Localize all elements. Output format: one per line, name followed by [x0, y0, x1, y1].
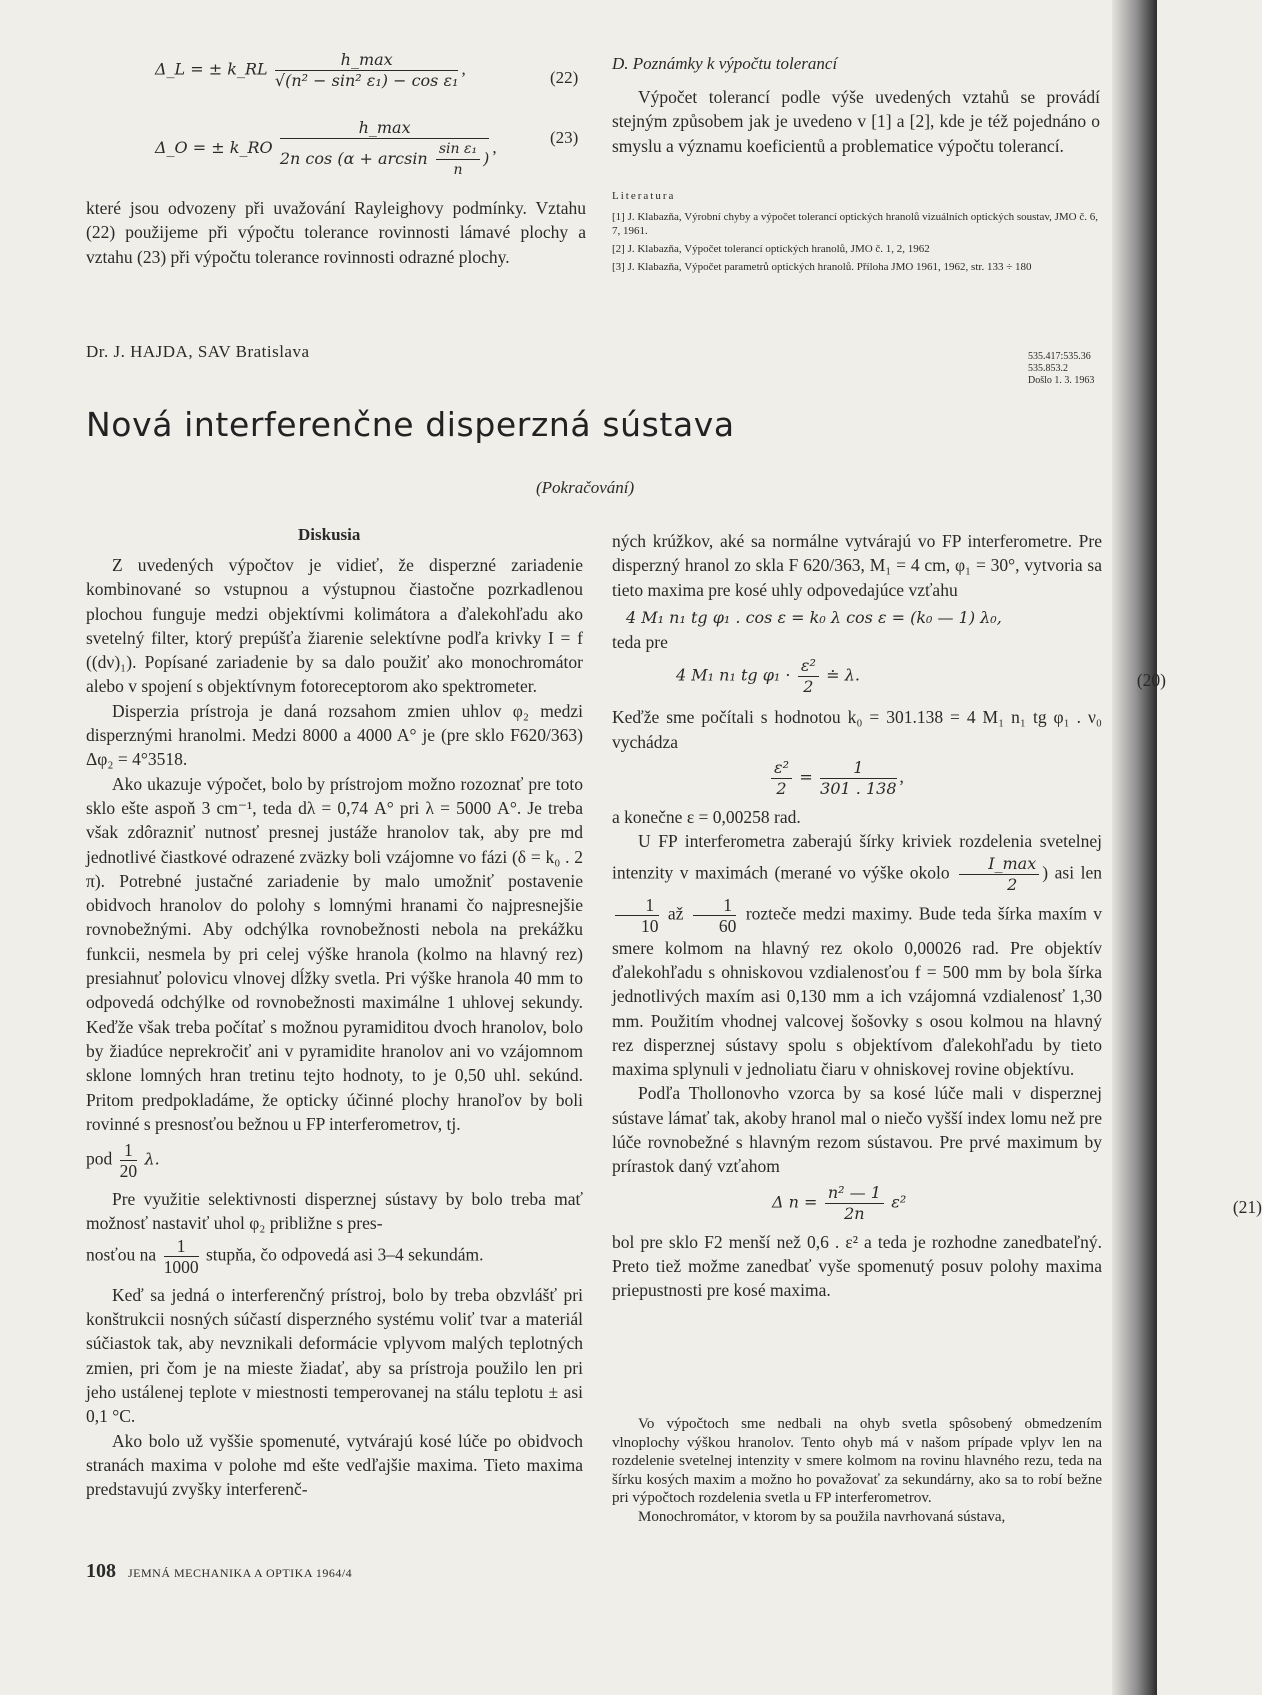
eps-right-fraction — [820, 758, 896, 799]
one-sixtieth-num: 1 — [693, 895, 737, 916]
eq23-numerator: h_max — [280, 118, 489, 139]
reference-list — [612, 210, 1102, 274]
received-date: Došlo 1. 3. 1963 — [1028, 375, 1095, 386]
note-paragraph-1: Vo výpočtoch sme nedbali na ohyb svetla spôsobený obmedzením vlnoplochy výškou hranolov. Tento ohyb má v našom prípade vplyv len na rozdelenie svetelnej intenzity v smere kolmom na rovinu hlavného rezu, teda na šírku kosých maxim a možno ho považovať za sekundárny, ako sa to robí bežne pri výpočtoch rozdelenia svetla u FP interferometrov. — [612, 1416, 1102, 1507]
section-d-title: D. Poznámky k výpočtu tolerancí — [612, 54, 838, 73]
pod-line — [86, 1140, 583, 1181]
udc-2: 535.853.2 — [1028, 363, 1068, 374]
left-paragraph-4: Keď sa jedná o interferenčný prístroj, bolo by treba obzvlášť pri konštrukcii nosných súčastí disperzného systému voliť tvar a materiál súčiastok tak, aby nevznikali deformácie vplyvom malých teplotných zmien, pri čom je na mieste žiadať, aby sa prístroja použilo len pri jeho ustálenej teplote v miestnosti temperovanej na stálu teplotu ± asi 0,1 °C. — [86, 1284, 583, 1427]
eq21-left: Δ n = — [772, 1192, 818, 1212]
right-paragraph-6: bol pre sklo F2 menší než 0,6 . ε² a teda je rozhodne zanedbateľný. Preto tiež možme zanedbať vyše spomenutý posuv polohy maxima priepustnosti pre kosé maxima. — [612, 1231, 1102, 1301]
imax-num: I_max — [959, 854, 1039, 875]
eq22-numerator: h_max — [275, 50, 459, 71]
selectivity-frac-num: 1 — [164, 1236, 199, 1257]
eps-left-fraction — [771, 758, 792, 799]
eq23-inner-den: n — [453, 162, 463, 178]
right-paragraph-4 — [612, 829, 1102, 1081]
eps-comma: , — [899, 766, 904, 787]
eq22-fraction — [275, 50, 459, 91]
equation-23: Δ_O = ± k_RO h_max 2n cos (α + arcsin $\frac{\text{sin ε₁}}{n}$ ) , — [155, 118, 497, 178]
eq21-label: (21) — [1232, 1196, 1262, 1217]
eq21-den: 2n — [844, 1203, 865, 1223]
eq22-label: (22) — [550, 68, 579, 87]
epsilon-equation — [768, 758, 1102, 799]
eq21-num: n² — 1 — [825, 1183, 884, 1204]
selectivity-suffix: stupňa, čo odpovedá asi 3–4 sekundám. — [205, 1244, 484, 1265]
reference-3: [3] J. Klabazňa, Výpočet parametrů optických hranolů. Příloha JMO 1961, 1962, str. 133 ÷ 180 — [612, 261, 1032, 273]
equation-22: Δ_L = ± k_RL $\frac{h\_\max}{\text{√(n² − sin² ε₁) − cos ε₁}}$ , — [155, 50, 466, 90]
imax-den: 2 — [1007, 874, 1018, 894]
one-tenth-den: 10 — [641, 915, 659, 936]
literature-heading: Literatura — [612, 190, 676, 202]
reference-2: [2] J. Klabazňa, Výpočet tolerancí optických hranolů, JMO č. 1, 2, 1962 — [612, 243, 930, 255]
right-paragraph-3: a konečne ε = 0,00258 rad. — [612, 807, 801, 828]
section-d-paragraph: Výpočet tolerancí podle výše uvedených vztahů se provádí stejným způsobem jak je uvedeno v [1] a [2], kde je též pojednáno o smyslu a významu koeficientů a problematice výpočtu tolerancí. — [612, 87, 1100, 156]
udc-codes — [1028, 351, 1094, 387]
left-paragraph-2: Disperzia prístroja je daná rozsahom zmien uhlov φ₂ medzi disperznými hranolmi. Medzi 8000 a 4000 A° je (pre sklo F620/363) Δφ₂ = 4°3518. — [86, 700, 583, 770]
eq23-fraction — [280, 118, 489, 180]
diskusia-heading: Diskusia — [298, 525, 361, 544]
eps-equals: = — [799, 767, 813, 787]
page-footer — [86, 1560, 352, 1583]
imax-fraction — [959, 854, 1039, 895]
eq23-denominator — [280, 139, 489, 180]
right-paragraph-1: ných krúžkov, aké sa normálne vytvárajú vo FP interferometre. Pre disperzný hranol zo skla F 620/363, M₁ = 4 cm, φ₁ = 30°, vytvoria sa tieto maxima pre kosé uhly odpovedajúce vzťahu — [612, 531, 1102, 600]
eq21-right: ε² — [891, 1192, 907, 1212]
eq22-denominator: √(n² − sin² ε₁) − cos ε₁ — [274, 71, 459, 90]
left-paragraph-5: Ako bolo už vyššie spomenuté, vytvárajú kosé lúče po obidvoch stranách maxima v polohe md ešte vedľajšie maxima. Tieto maxima predstavujú zvyšky interferenč- — [86, 1430, 583, 1500]
right-4b: ) asi len — [1042, 862, 1102, 883]
eps-right-den: 301 . 138 — [820, 779, 897, 799]
left-column — [86, 553, 583, 1501]
continued-note: (Pokračování) — [536, 478, 635, 497]
pod-prefix: pod — [86, 1148, 113, 1169]
right-4a: U FP interferometra zaberajú šírky kriviek rozdelenia svetelnej intenzity v maximách (merané vo výške okolo — [612, 831, 1102, 883]
eq23-label: (23) — [550, 128, 579, 147]
prev-article-paragraph — [86, 196, 586, 269]
eq23-inner-fraction — [436, 139, 480, 180]
eq23-den-prefix: 2n cos — [279, 149, 333, 168]
eq23-lhs: Δ_O = ± k_RO — [155, 137, 273, 157]
article-title: Nová interferenčne disperzná sústava — [86, 405, 735, 444]
selectivity-line-2 — [86, 1236, 583, 1277]
selectivity-prefix: nosťou na — [86, 1244, 157, 1265]
one-tenth-fraction — [615, 895, 659, 936]
right-paragraph-5: Podľa Thollonovho vzorca by sa kosé lúče mali v disperznej sústave lámať tak, akoby hranol mal o niečo vyšší index lomu než pre lúče rovnobežné s hlavným rezom sústavou. Pre prvé maximum by prírastok daný vzťahom — [612, 1083, 1102, 1177]
eps-right-num: 1 — [820, 758, 896, 779]
prev-article-text: které jsou odvozeny při uvažování Rayleighovy podmínky. Vztahu (22) použijeme při výpočtu tolerance rovinnosti lámavé plochy a vztahu (23) při výpočtu tolerance rovinnosti odrazné plochy. — [86, 198, 586, 267]
eq23-den-mid: (α + arcsin — [337, 149, 428, 168]
right-teda: teda pre — [612, 632, 668, 653]
eq20-fraction — [798, 656, 819, 697]
equation-20 — [676, 656, 1166, 697]
left-paragraph-3: Ako ukazuje výpočet, bolo by prístrojom možno rozoznať pre toto sklo ešte aspoň 3 cm⁻¹, teda dλ = 0,74 A° pri λ = 5000 A°. Je treba však zdôrazniť nutnosť presnej justáže hranolov tak, aby pre md jednotlivé čiastkové odrazené zväzky boli vzájomne vo fázi (δ = k₀ . 2 π). Potrebné justačné zariadenie by malo umožniť postavenie obidvoch hranolov do polohy s lomnými hranami čo najpresnejšie rovnobežnými. Aby odchýlka rovnobežnosti nebola na prekážku funkcii, nesmela by pri celej výške hranola (kolmo na hlavný rez) presiahnuť polovicu vlnovej dĺžky svetla. Pri výške hranola 40 mm to odpovedá odchýlke od rovnobežnosti maximálne 1 uhlovej sekundy. Keďže však treba počítať s možnou pyramiditou dvoch hranolov, bolo by žiadúce neprekročiť ani v pyramidite hranolov ani vo vzájomnom sklone lomných hran tretinu tejto hodnoty, to je 0,50 uhl. sekúnd. Pritom predpokladáme, že opticky účinné plochy hranoľov by boli rovinné s presnosťou bežnou u FP interferometrov, tj. — [86, 773, 583, 1134]
journal-name: JEMNÁ MECHANIKA A OPTIKA 1964/4 — [128, 1566, 353, 1580]
selectivity-fraction — [164, 1236, 199, 1277]
eq21-fraction — [825, 1183, 884, 1224]
eq23-den-end: ) — [483, 149, 490, 168]
note-paragraph-2: Monochromátor, v ktorom by sa použila navrhovaná sústava, — [638, 1508, 1006, 1525]
udc-1: 535.417:535.36 — [1028, 351, 1091, 362]
section-d-text — [612, 85, 1100, 158]
eps-left-num: ε² — [771, 758, 792, 779]
right-4c: až — [667, 903, 684, 924]
page-edge-shadow — [1112, 0, 1157, 1695]
right-column — [612, 529, 1262, 1303]
pod-suffix: λ. — [144, 1149, 160, 1169]
eq20-right: ≐ λ. — [826, 666, 860, 685]
right-paragraph-2: Keďže sme počítali s hodnotou k₀ = 301.138 = 4 M₁ n₁ tg φ₁ . ν₀ vychádza — [612, 707, 1102, 752]
right-equation-1: 4 M₁ n₁ tg φ₁ . cos ε = k₀ λ cos ε = (k₀ — 1) λ₀, — [626, 607, 1002, 627]
footnote-block — [612, 1415, 1102, 1527]
one-sixtieth-fraction — [693, 895, 737, 936]
pod-frac-num: 1 — [120, 1140, 138, 1161]
reference-1: [1] J. Klabazňa, Výrobní chyby a výpočet tolerancí optických hranolů vizuálních optických soustav, JMO č. 6, 7, 1961. — [612, 211, 1099, 237]
selectivity-paragraph: Pre využitie selektivnosti disperznej sústavy by bolo treba mať možnosť nastaviť uhol φ₂ približne s pres- — [86, 1189, 583, 1234]
eq23-inner-num: sin ε₁ — [436, 139, 480, 160]
equation-21 — [772, 1182, 1262, 1224]
eps-left-den: 2 — [776, 779, 787, 799]
one-sixtieth-den: 60 — [718, 915, 737, 936]
pod-fraction — [120, 1140, 138, 1181]
prev-article-author: Dr. J. HAJDA, SAV Bratislava — [86, 342, 310, 361]
eq20-left: 4 M₁ n₁ tg φ₁ · — [676, 666, 791, 685]
eq22-lhs: Δ_L = ± k_RL — [155, 59, 268, 79]
right-4d: rozteče medzi maximy. Bude teda šírka maxím v smere kolmom na hlavný rez okolo 0,00026 rad. Pre objektív ďalekohľadu s ohniskovou vzdialenosťou f = 500 mm by bola šírka jednotlivých maxím asi 0,130 mm a ich vzájomná vzdialenosť 1,30 mm. Použitím vhodnej valcovej šošovky s osou kolmou na hlavný rez disperznej sústavy spolu s objektívom ďalekohľadu by tieto maxima splynuli v jednoliatu čiaru v ohniskovej rovine objektívu. — [612, 903, 1103, 1080]
left-paragraph-1: Z uvedených výpočtov je vidieť, že disperzné zariadenie kombinované so vstupnou a výstupnou čiastočne pozrkadlenou plochou funguje medzi objektívmi kolimátora a ďalekohľadu ako svetelný filter, ktorý prepúšťa žiarenie selektívne podľa krivky I = f ((dν)₁). Popísané zariadenie by sa dalo použiť ako monochromátor alebo v spojení s objektívnym fotoreceptorom ako spektrometer. — [86, 555, 583, 697]
eq20-label: (20) — [1136, 670, 1166, 691]
eq20-frac-num: ε² — [798, 656, 819, 677]
selectivity-frac-den: 1000 — [163, 1256, 199, 1277]
pod-frac-den: 20 — [119, 1161, 138, 1182]
one-tenth-num: 1 — [615, 895, 659, 916]
page-number: 108 — [86, 1560, 116, 1582]
eq20-frac-den: 2 — [803, 677, 814, 697]
